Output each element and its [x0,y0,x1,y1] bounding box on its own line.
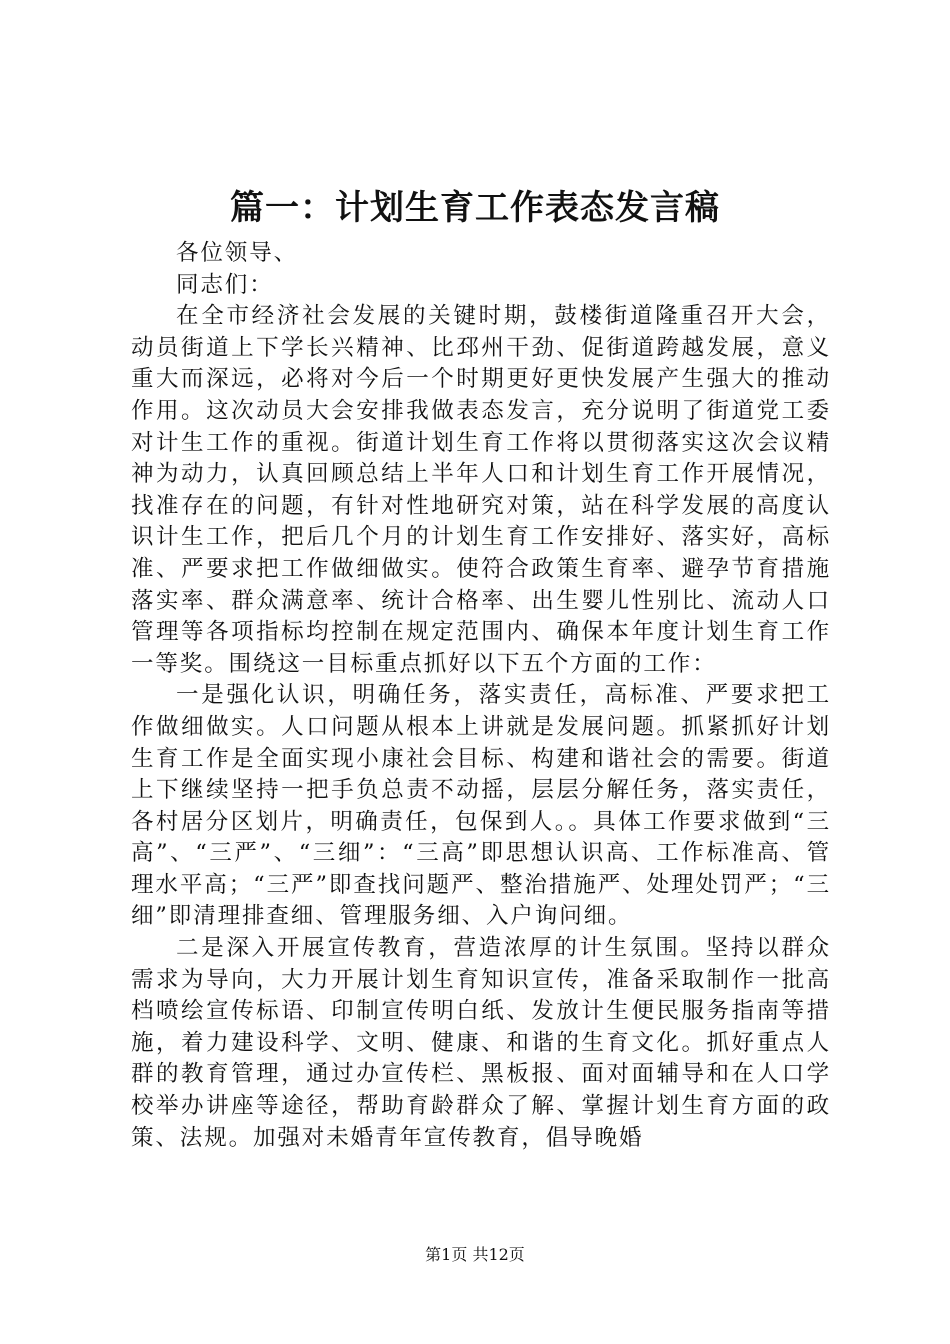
salutation-leaders: 各位领导、 [176,240,299,266]
document-title: 篇一：计划生育工作表态发言稿 [230,188,720,228]
document-body [131,238,831,1154]
paragraph-intro: 在全市经济社会发展的关键时期，鼓楼街道隆重召开大会，动员街道上下学长兴精神、比邳州干劲、促街道跨越发展，意义重大而深远，必将对今后一个时期更好更快发展产生强大的推动作用。这次动员大会安排我做表态发言，充分说明了街道党工委对计生工作的重视。街道计划生育工作将以贯彻落实这次会议精神为动力，认真回顾总结上半年人口和计划生育工作开展情况，找准存在的问题，有针对性地研究对策，站在科学发展的高度认识计生工作，把后几个月的计划生育工作安排好、落实好，高标准、严要求把工作做细做实。使符合政策生育率、避孕节育措施落实率、群众满意率、统计合格率、出生婴儿性别比、流动人口管理等各项指标均控制在规定范围内、确保本年度计划生育工作一等奖。围绕这一目标重点抓好以下五个方面的工作： [131,303,831,677]
salutation-comrades: 同志们： [176,271,274,298]
paragraph-point-one: 一是强化认识，明确任务，落实责任，高标准、严要求把工作做细做实。人口问题从根本上讲就是发展问题。抓紧抓好计划生育工作是全面实现小康社会目标、构建和谐社会的需要。街道上下继续坚持一把手负总责不动摇，层层分解任务，落实责任，各村居分区划片，明确责任，包保到人。。具体工作要求做到“三高”、“三严”、“三细”：“三高”即思想认识高、工作标准高、管理水平高；“三严”即查找问题严、整治措施严、处理处罚严；“三细”即清理排查细、管理服务细、入户询问细。 [131,682,831,930]
paragraph-point-two: 二是深入开展宣传教育，营造浓厚的计生氛围。坚持以群众需求为导向，大力开展计划生育知识宣传，准备采取制作一批高档喷绘宣传标语、印制宣传明白纸、发放计生便民服务指南等措施，着力建设科学、文明、健康、和谐的生育文化。抓好重点人群的教育管理，通过办宣传栏、黑板报、面对面辅导和在人口学校举办讲座等途径，帮助育龄群众了解、掌握计划生育方面的政策、法规。加强对未婚青年宣传教育，倡导晚婚 [131,935,831,1151]
page-number-footer: 第1页 共12页 [425,1245,525,1264]
